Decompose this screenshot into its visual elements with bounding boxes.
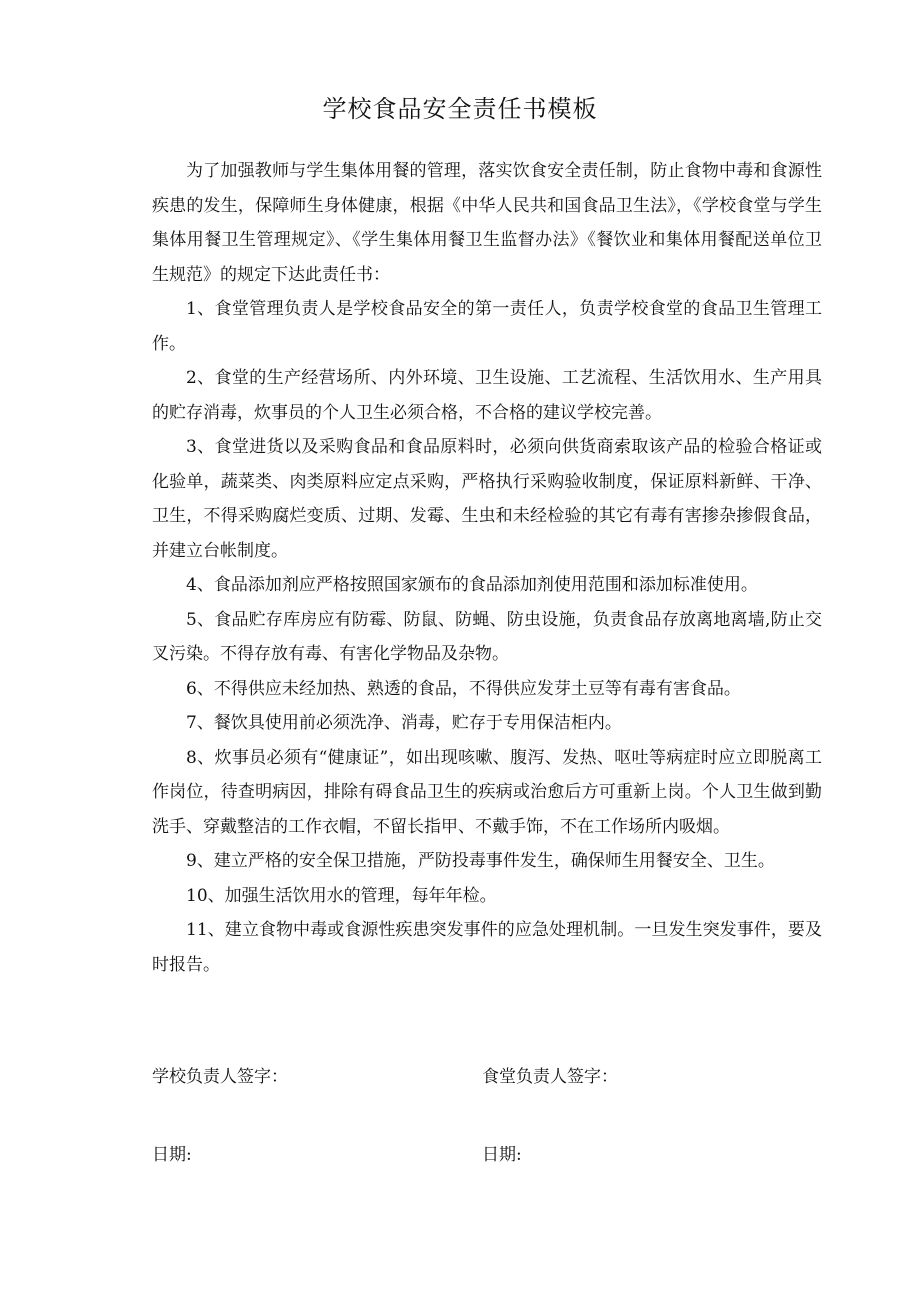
- intro-paragraph: 为了加强教师与学生集体用餐的管理，落实饮食安全责任制，防止食物中毒和食源性疾患的发生，保障师生身体健康，根据《中华人民共和国食品卫生法》，《学校食堂与学生集体用餐卫生管理规定》、《学生集体用餐卫生监督办法》《餐饮业和集体用餐配送单位卫生规范》的规定下达此责任书：: [152, 161, 822, 285]
- clause-6: 6、不得供应未经加热、熟透的食品，不得供应发芽土豆等有毒有害食品。: [186, 678, 741, 699]
- school-date-label: 日期:: [152, 1145, 192, 1165]
- clause-8: 8、炊事员必须有“健康证”，如出现咳嗽、腹泻、发热、呕吐等病症时应立即脱离工作岗位，待查明病因，排除有碍食品卫生的疾病或治愈后方可重新上岗。个人卫生做到勤洗手、穿戴整洁的工作衣帽，不留长指甲、不戴手饰，不在工作场所内吸烟。: [152, 747, 822, 837]
- clause-11: 11、建立食物中毒或食源性疾患突发事件的应急处理机制。一旦发生突发事件，要及时报告。: [152, 920, 822, 975]
- canteen-signature-label: 食堂负责人签字：: [482, 1067, 618, 1087]
- clause-7: 7、餐饮具使用前必须洗净、消毒，贮存于专用保洁柜内。: [186, 713, 622, 733]
- clause-2: 2、食堂的生产经营场所、内外环境、卫生设施、工艺流程、生活饮用水、生产用具的贮存消毒，炊事员的个人卫生必须合格，不合格的建议学校完善。: [152, 368, 822, 423]
- clause-5: 5、食品贮存库房应有防霉、防鼠、防蝇、防虫设施，负责食品存放离地离墙,防止交叉污染。不得存放有毒、有害化学物品及杂物。: [152, 609, 822, 664]
- document-title: 学校食品安全责任书模板: [322, 95, 598, 123]
- school-signature-label: 学校负责人签字：: [152, 1067, 288, 1087]
- document-body: [152, 154, 822, 982]
- clause-1: 1、食堂管理负责人是学校食品安全的第一责任人，负责学校食堂的食品卫生管理工作。: [152, 299, 822, 354]
- clause-10: 10、加强生活饮用水的管理，每年年检。: [186, 885, 497, 906]
- clause-9: 9、建立严格的安全保卫措施，严防投毒事件发生，确保师生用餐安全、卫生。: [186, 851, 775, 871]
- clause-4: 4、食品添加剂应严格按照国家颁布的食品添加剂使用范围和添加标准使用。: [186, 575, 758, 595]
- canteen-date-label: 日期:: [482, 1145, 522, 1165]
- clause-3: 3、食堂进货以及采购食品和食品原料时，必须向供货商索取该产品的检验合格证或化验单，蔬菜类、肉类原料应定点采购，严格执行采购验收制度，保证原料新鲜、干净、卫生，不得采购腐烂变质、过期、发霉、生虫和未经检验的其它有毒有害掺杂掺假食品，并建立台帐制度。: [152, 437, 822, 561]
